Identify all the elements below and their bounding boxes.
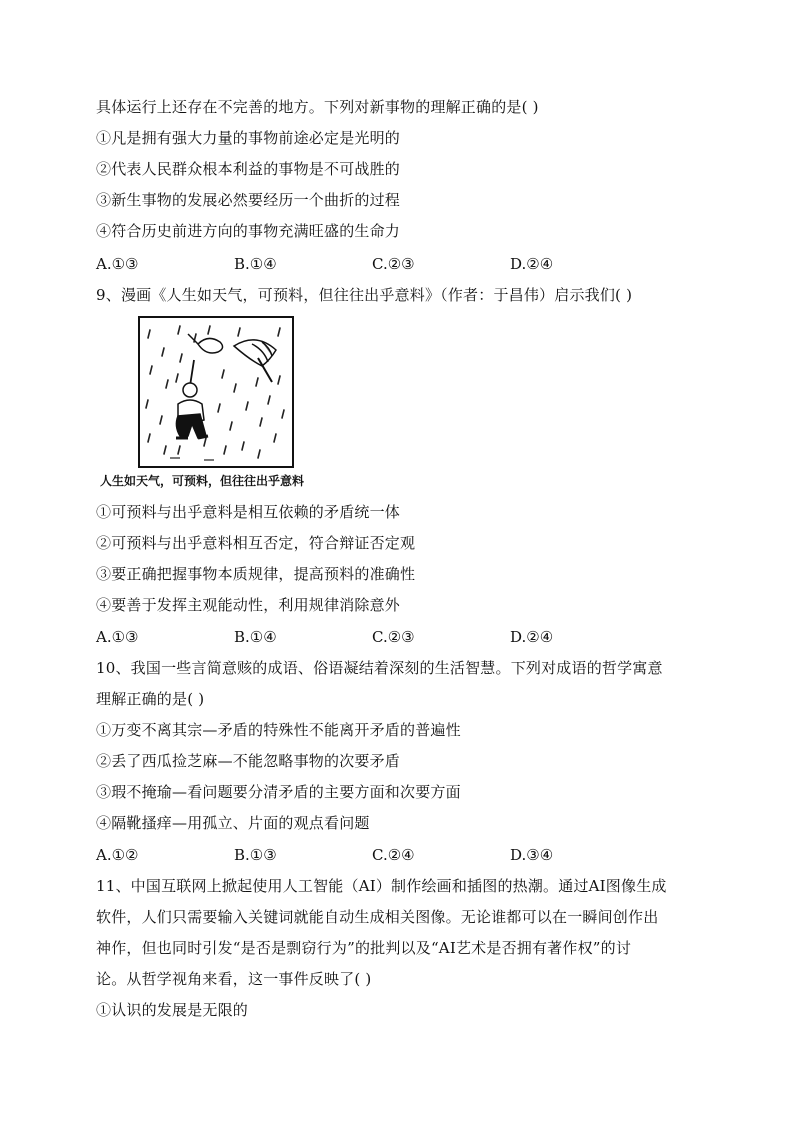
q8-option-c[interactable]: C.②③: [372, 255, 415, 273]
q10-options: [96, 844, 696, 866]
q10-statement-1: ①万变不离其宗—矛盾的特殊性不能离开矛盾的普遍性: [96, 721, 461, 739]
q9-stem: 9、漫画《人生如天气，可预料，但往往出乎意料》（作者：于昌伟）启示我们( ): [96, 286, 633, 304]
q10-option-c[interactable]: C.②④: [372, 846, 415, 864]
q8-options: [96, 253, 696, 275]
q10-statement-3: ③瑕不掩瑜—看问题要分清矛盾的主要方面和次要方面: [96, 783, 461, 801]
q10-statement-4: ④隔靴搔痒—用孤立、片面的观点看问题: [96, 814, 370, 832]
q9-option-b[interactable]: B.①④: [234, 628, 277, 646]
q11-stem-line-1: 11、中国互联网上掀起使用人工智能（AI）制作绘画和插图的热潮。通过AI图像生成: [96, 877, 667, 895]
q9-option-d[interactable]: D.②④: [510, 628, 554, 646]
q9-statement-4: ④要善于发挥主观能动性，利用规律消除意外: [96, 596, 401, 614]
q9-statement-1: ①可预料与出乎意料是相互依赖的矛盾统一体: [96, 503, 401, 521]
q11-stem-line-3: 神作，但也同时引发“是否是剽窃行为”的批判以及“AI艺术是否拥有著作权”的讨: [96, 939, 632, 957]
q10-option-b[interactable]: B.①③: [234, 846, 277, 864]
ground-marks: [170, 458, 214, 460]
q8-stem-tail: 具体运行上还存在不完善的地方。下列对新事物的理解正确的是( ): [96, 98, 539, 116]
q8-option-b[interactable]: B.①④: [234, 255, 277, 273]
q11-statement-1: ①认识的发展是无限的: [96, 1001, 249, 1019]
q10-option-d[interactable]: D.③④: [510, 846, 554, 864]
q10-statement-2: ②丢了西瓜捡芝麻—不能忽略事物的次要矛盾: [96, 752, 401, 770]
flying-hat: [188, 334, 223, 353]
q9-option-c[interactable]: C.②③: [372, 628, 415, 646]
q9-statement-3: ③要正确把握事物本质规律，提高预料的准确性: [96, 565, 416, 583]
q10-option-a[interactable]: A.①②: [96, 846, 139, 864]
q9-options: [96, 626, 696, 648]
q8-statement-2: ②代表人民群众根本利益的事物是不可战胜的: [96, 160, 401, 178]
q10-stem-line-2: 理解正确的是( ): [96, 690, 205, 708]
q8-option-d[interactable]: D.②④: [510, 255, 554, 273]
q11-stem-line-4: 论。从哲学视角来看，这一事件反映了( ): [96, 970, 372, 988]
q9-statement-2: ②可预料与出乎意料相互否定，符合辩证否定观: [96, 534, 416, 552]
q8-statement-4: ④符合历史前进方向的事物充满旺盛的生命力: [96, 222, 401, 240]
q10-stem-line-1: 10、我国一些言简意赅的成语、俗语凝结着深刻的生活智慧。下列对成语的哲学寓意: [96, 659, 663, 677]
running-man: [176, 360, 208, 438]
flying-umbrella: [234, 340, 276, 382]
cartoon-illustration: [140, 318, 292, 466]
cartoon-caption: 人生如天气，可预料，但往往出乎意料: [100, 474, 305, 488]
q8-statement-1: ①凡是拥有强大力量的事物前途必定是光明的: [96, 129, 401, 147]
q9-option-a[interactable]: A.①③: [96, 628, 139, 646]
q8-option-a[interactable]: A.①③: [96, 255, 139, 273]
cartoon-image: [138, 316, 294, 468]
q8-statement-3: ③新生事物的发展必然要经历一个曲折的过程: [96, 191, 401, 209]
q11-stem-line-2: 软件，人们只需要输入关键词就能自动生成相关图像。无论谁都可以在一瞬间创作出: [96, 908, 659, 926]
